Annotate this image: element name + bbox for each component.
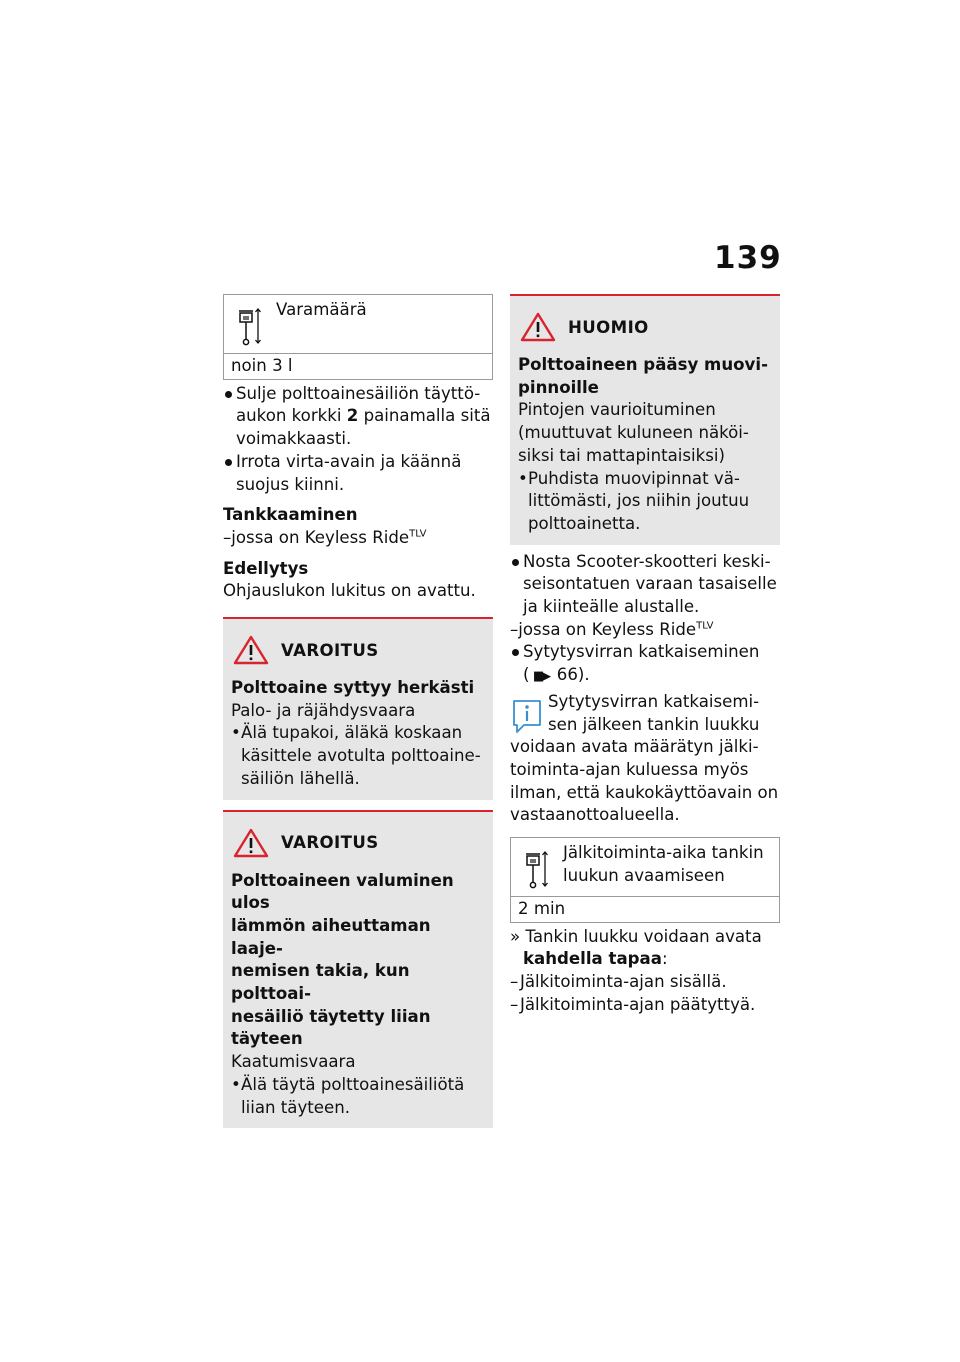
- bullet-ignition-off: Sytytysvirran katkaiseminen ( ▮▮▶ 66).: [510, 641, 780, 688]
- heading-refuel: Tankkaaminen: [223, 505, 358, 525]
- dash-item-after-afterrun: – Jälkitoiminta-ajan päätyttyä.: [510, 994, 780, 1017]
- bullet-center-stand: Nosta Scooter-skootteri keski- seisontatuen varaan tasaiselle ja kiinteälle alustalle.: [510, 551, 780, 619]
- reserve-label: Varamäärä: [276, 300, 367, 319]
- prerequisite-text: Ohjauslukon lukitus on avattu.: [223, 581, 476, 601]
- warning-subtitle: Kaatumisvaara: [231, 1052, 356, 1072]
- left-column: [223, 294, 493, 1128]
- notice-box-plastic: [510, 294, 780, 545]
- notice-title: HUOMIO: [568, 317, 649, 337]
- warning-triangle-icon: [233, 635, 269, 665]
- notice-bullet: • Puhdista muovipinnat vä- littömästi, jos niihin joutuu polttoainetta.: [518, 468, 772, 536]
- reserve-spec-table: [223, 294, 493, 380]
- warning-title: VAROITUS: [281, 833, 379, 853]
- warning-bullet: • Älä täytä polttoainesäiliötä liian täyteen.: [231, 1074, 485, 1119]
- keyless-note: –jossa on Keyless Ride$^{TLV}$: [223, 527, 427, 547]
- reserve-value: noin 3 l: [224, 353, 492, 379]
- info-note: Sytytysvirran katkaisemi- sen jälkeen tankin luukku: [510, 691, 780, 736]
- heading-prerequisite: Edellytys: [223, 558, 309, 578]
- notice-subtitle: Pintojen vaurioituminen (muuttuvat kuluneen näköi- siksi tai mattapintaisiksi): [518, 400, 749, 465]
- page-number: 139: [714, 240, 782, 276]
- bullet-close-cap: Sulje polttoainesäiliön täyttö- aukon korkki 2 painamalla sitä voimakkaasti.: [223, 383, 493, 451]
- bullet-remove-key: Irrota virta-avain ja käännä suojus kiinni.: [223, 451, 493, 496]
- notice-triangle-icon: [520, 312, 556, 342]
- notice-heading: Polttoaineen pääsy muovi- pinnoille: [518, 355, 768, 397]
- fuel-gauge-icon: [525, 850, 551, 890]
- afterrun-value: 2 min: [511, 896, 779, 922]
- dash-item-within-afterrun: – Jälkitoiminta-ajan sisällä.: [510, 971, 780, 994]
- afterrun-spec-table: [510, 837, 780, 923]
- warning-box-ignition: [223, 617, 493, 800]
- warning-box-overfill: [223, 810, 493, 1129]
- afterrun-label: Jälkitoiminta-aika tankin luukun avaamiseen: [563, 843, 764, 885]
- warning-title: VAROITUS: [281, 640, 379, 660]
- warning-heading: Polttoaine syttyy herkästi: [231, 678, 475, 698]
- info-note-continued: voidaan avata määrätyn jälki- toiminta-ajan kuluessa myös ilman, että kaukokäyttöavain on vastaanottoalueella.: [510, 737, 779, 825]
- right-column: [510, 294, 780, 1017]
- warning-bullet: • Älä tupakoi, äläkä koskaan käsittele avotulta polttoaine- säiliön lähellä.: [231, 722, 485, 790]
- keyless-note: –jossa on Keyless Ride$^{TLV}$: [510, 619, 714, 639]
- result-note: » Tankin luukku voidaan avata kahdella tapaa:: [510, 926, 762, 969]
- warning-heading: Polttoaineen valuminen ulos lämmön aiheuttaman laaje- nemisen takia, kun polttoai- nesäiliö täytetty liian täyteen: [231, 870, 454, 1049]
- warning-subtitle: Palo- ja räjähdysvaara: [231, 700, 416, 720]
- warning-triangle-icon: [233, 828, 269, 858]
- fuel-gauge-icon: [238, 307, 264, 347]
- info-icon: [510, 697, 544, 735]
- page-reference-arrow-icon: ▮▮▶: [532, 669, 549, 685]
